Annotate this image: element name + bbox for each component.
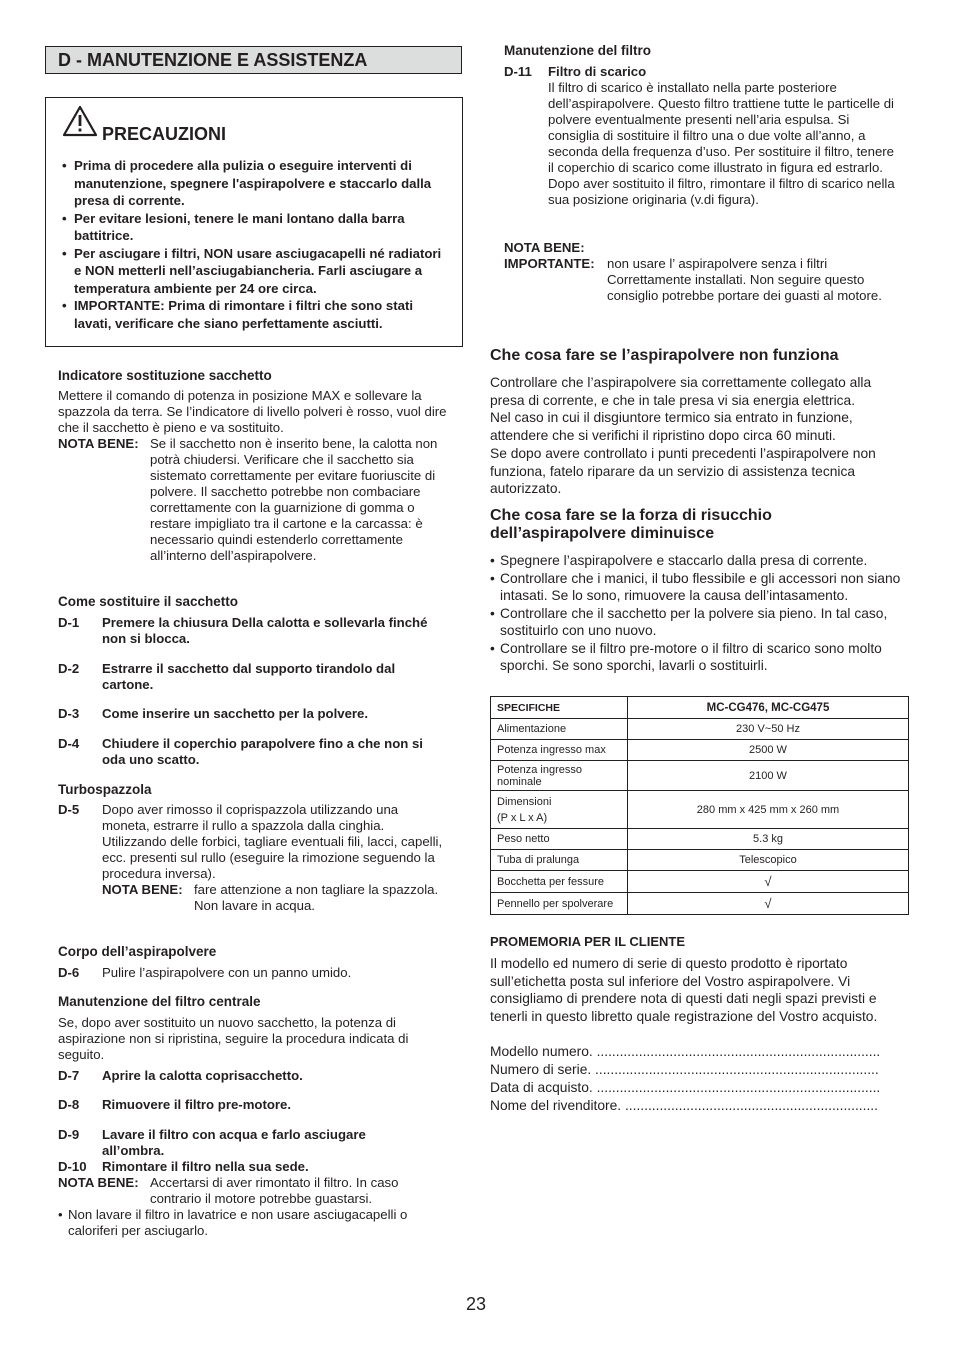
note-label: NOTA BENE:: [58, 1175, 139, 1190]
step-d9: [58, 1127, 448, 1159]
precautions-title: PRECAUZIONI: [102, 124, 227, 144]
step-d1: [58, 615, 448, 647]
note-text-2: Non lavare in acqua.: [194, 898, 315, 913]
page-number: 23: [466, 1294, 487, 1314]
step-key: D-11: [504, 64, 532, 79]
step-text: Chiudere il coperchio parapolvere fino a che non si oda uno scatto.: [102, 736, 423, 767]
step-key: D-1: [58, 615, 80, 630]
body-heading: Corpo dell’aspirapolvere: [58, 944, 217, 959]
reminder-heading: PROMEMORIA PER IL CLIENTE: [490, 934, 686, 949]
step-d2: [58, 661, 448, 693]
table-row: [491, 791, 909, 829]
bag-indicator-note: [58, 436, 448, 564]
step-d10: [58, 1159, 448, 1175]
not-working-text: [490, 374, 908, 498]
filter-note-label: NOTA BENE:: [504, 240, 585, 255]
step-text: Rimuovere il filtro pre-motore.: [102, 1097, 292, 1112]
field-serial-number: Numero di serie. ..........................................................................: [490, 1062, 879, 1077]
paragraph: Controllare che l’aspirapolvere sia correttamente collegato alla presa di corrente, e che in tale presa vi sia energia elettrica.: [490, 375, 872, 408]
table-header-row: [491, 697, 909, 719]
step-text: Aprire la calotta coprisacchetto.: [102, 1068, 303, 1083]
step-key: D-4: [58, 736, 80, 751]
row-label: Pennello per spolverare: [491, 893, 628, 915]
heading-line: Che cosa fare se la forza di risucchio: [490, 507, 772, 524]
step-text: Premere la chiusura Della calotta e sollevarla finché non si blocca.: [102, 615, 428, 646]
list-item: • Controllare se il filtro pre-motore o il filtro di scarico sono molto sporchi. Se sono sporchi, lavarli o sostituirli.: [490, 640, 910, 675]
row-label: Peso netto: [491, 829, 628, 850]
note-text: fare attenzione a non tagliare la spazzola.: [194, 882, 439, 897]
step-d5: [58, 802, 448, 914]
suction-list: [490, 552, 910, 675]
step-text: Dopo aver rimosso il coprispazzola utilizzando una moneta, estrarre il rullo a spazzola dalla cinghia. Utilizzando delle forbici, tagliare eventuali fili, lacci, capelli, ecc. presenti sul rullo (eseguire la rimozione seguendo la procedura inversa).: [102, 802, 443, 881]
row-label-line: Dimensioni: [497, 795, 552, 808]
list-item: • Prima di procedere alla pulizia o eseguire interventi di manutenzione, spegnere l'aspirapolvere e staccarlo dalla presa di corrente.: [62, 157, 452, 210]
step-d3: [58, 706, 448, 722]
paragraph: Se dopo avere controllato i punti precedenti l’aspirapolvere non funziona, fatelo riparare da un servizio di assistenza tecnica autorizzato.: [490, 445, 876, 497]
filter-maint-heading: Manutenzione del filtro: [504, 43, 651, 58]
filter-important: [504, 256, 904, 304]
not-working-heading: Che cosa fare se l’aspirapolvere non funziona: [490, 347, 839, 364]
table-row: [491, 740, 909, 761]
note-text: Accertarsi di aver rimontato il filtro. In caso contrario il motore potrebbe guastarsi.: [150, 1175, 399, 1206]
step-text: Come inserire un sacchetto per la polvere.: [102, 706, 369, 721]
row-label-line: (P x L x A): [497, 811, 548, 824]
bag-indicator-heading: Indicatore sostituzione sacchetto: [58, 368, 272, 383]
step-text: Il filtro di scarico è installato nella parte posteriore dell’aspirapolvere. Questo filtro trattiene tutte le particelle di polvere eventualmente presenti nell’aria espulsa. Si consiglia di sostituire il filtro una o due volte all’anno, a seconda della frequenza d’uso. Per sostituire il filtro, tenere il coperchio di scarico come illustrato in figura ed estrarlo. Dopo aver sostituito il filtro, rimontare il filtro di scarico nella sua posizione originaria (v.di figura).: [548, 80, 895, 207]
central-filter-heading: Manutenzione del filtro centrale: [58, 994, 261, 1009]
field-dealer-name: Nome del rivenditore. ..................................................................: [490, 1098, 878, 1113]
step-key: D-8: [58, 1097, 80, 1112]
field-model-number: Modello numero. ..........................................................................: [490, 1044, 881, 1059]
row-label: Tuba di pralunga: [491, 850, 628, 871]
important-text: non usare l’ aspirapolvere senza i filtri Correttamente installati. Non seguire questo consiglio potrebbe portare dei guasti al motore.: [607, 256, 882, 303]
suction-heading: [490, 507, 772, 542]
row-label: Alimentazione: [491, 719, 628, 740]
step-key: D-5: [58, 802, 80, 817]
step-text: Rimontare il filtro nella sua sede.: [102, 1159, 309, 1174]
step-d11: [504, 64, 904, 208]
step-d4: [58, 736, 448, 768]
central-filter-bullet: • Non lavare il filtro in lavatrice e non usare asciugacapelli o caloriferi per asciugarlo.: [58, 1207, 438, 1239]
specs-table: [490, 696, 909, 915]
row-label: Potenza ingresso max: [491, 740, 628, 761]
list-item: • Controllare che i manici, il tubo flessibile e gli accessori non siano intasati. Se lo sono, rimuovere la causa dell’intasamento.: [490, 570, 910, 605]
section-title: [45, 46, 462, 74]
reminder-text: Il modello ed numero di serie di questo prodotto è riportato sull’etichetta posta sul inferiore del Vostro aspirapolvere. Vi consigliamo di prendere nota di questi dati negli spazi previsti e tenerli in questo libretto quale registrazione del Vostro acquisto.: [490, 956, 878, 1025]
important-label: IMPORTANTE:: [504, 256, 595, 271]
step-key: D-9: [58, 1127, 80, 1142]
step-subheading: Filtro di scarico: [548, 64, 647, 79]
step-d8: [58, 1097, 448, 1113]
header-model: MC-CG476, MC-CG475: [628, 697, 909, 719]
table-row: [491, 761, 909, 791]
row-value: 2100 W: [628, 761, 909, 791]
row-label: Potenza ingresso nominale: [491, 761, 628, 791]
central-filter-text: Se, dopo aver sostituito un nuovo sacchetto, la potenza di aspirazione non si ripristina, seguire la procedura indicata di seguito.: [58, 1015, 409, 1062]
row-value: √: [628, 871, 909, 893]
header-label: SPECIFICHE: [491, 697, 628, 719]
heading-line: dell’aspirapolvere diminuisce: [490, 524, 715, 542]
table-row: [491, 719, 909, 740]
step-d7: [58, 1068, 448, 1084]
row-value: 280 mm x 425 mm x 260 mm: [628, 791, 909, 829]
table-row: [491, 871, 909, 893]
list-item: • Controllare che il sacchetto per la polvere sia pieno. In tal caso, sostituirlo con uno nuovo.: [490, 605, 910, 640]
bullet-text: Non lavare il filtro in lavatrice e non usare asciugacapelli o caloriferi per asciugarlo.: [68, 1207, 408, 1238]
row-label: [491, 791, 628, 829]
step-text: Lavare il filtro con acqua e farlo asciugare all’ombra.: [102, 1127, 366, 1158]
section-title-text: D - MANUTENZIONE E ASSISTENZA: [58, 50, 368, 70]
list-item: • Per asciugare i filtri, NON usare asciugacapelli né radiatori e NON metterli nell’asciugabiancheria. Farli asciugare a temperatura ambiente per 24 ore circa.: [62, 245, 452, 298]
note-label: NOTA BENE:: [102, 882, 183, 897]
precautions-box: [45, 97, 463, 347]
note-label: NOTA BENE:: [58, 436, 139, 451]
list-item: • Per evitare lesioni, tenere le mani lontano dalla barra battitrice.: [62, 210, 452, 245]
step-key: D-10: [58, 1159, 87, 1174]
precautions-list: [62, 157, 452, 332]
step-key: D-6: [58, 965, 80, 980]
step-key: D-2: [58, 661, 80, 676]
table-row: [491, 850, 909, 871]
row-label: Bocchetta per fessure: [491, 871, 628, 893]
step-d6: [58, 965, 448, 981]
warning-icon: [62, 105, 98, 137]
turbo-heading: Turbospazzola: [58, 782, 152, 797]
step-text: Pulire l’aspirapolvere con un panno umido.: [102, 965, 352, 980]
table-row: [491, 893, 909, 915]
central-filter-note: [58, 1175, 438, 1207]
row-value: 230 V~50 Hz: [628, 719, 909, 740]
bag-indicator-text: Mettere il comando di potenza in posizione MAX e sollevare la spazzola da terra. Se l’indicatore di livello polveri è rosso, vuol dire che il sacchetto è pieno e va sostituito.: [58, 388, 447, 435]
step-key: D-3: [58, 706, 80, 721]
step-text: Estrarre il sacchetto dal supporto tirandolo dal cartone.: [102, 661, 396, 692]
note-text: Se il sacchetto non è inserito bene, la calotta non potrà chiudersi. Verificare che il sacchetto sia sistemato correttamente per evitare fuoriuscite di polvere. Il sacchetto potrebbe non combaciare correttamente con la guarnizione di gomma o restare impigliato tra il cartone e la carcassa: è necessario quindi estenderlo correttamente all’interno dell’aspirapolvere.: [150, 436, 438, 563]
turbo-note: [102, 882, 448, 914]
list-item: • IMPORTANTE: Prima di rimontare i filtri che sono stati lavati, verificare che siano perfettamente asciutti.: [62, 297, 452, 332]
step-key: D-7: [58, 1068, 80, 1083]
list-item: • Spegnere l’aspirapolvere e staccarlo dalla presa di corrente.: [490, 552, 910, 570]
bag-indicator-section: [58, 368, 448, 564]
field-purchase-date: Data di acquisto. ..........................................................................: [490, 1080, 881, 1095]
row-value: 2500 W: [628, 740, 909, 761]
paragraph: Nel caso in cui il disgiuntore termico sia entrato in funzione, attendere che si verifichi il ripristino dopo circa 60 minuti.: [490, 410, 853, 444]
row-value: √: [628, 893, 909, 915]
row-value: 5.3 kg: [628, 829, 909, 850]
row-value: Telescopico: [628, 850, 909, 871]
table-row: [491, 829, 909, 850]
replace-bag-heading: Come sostituire il sacchetto: [58, 594, 239, 609]
